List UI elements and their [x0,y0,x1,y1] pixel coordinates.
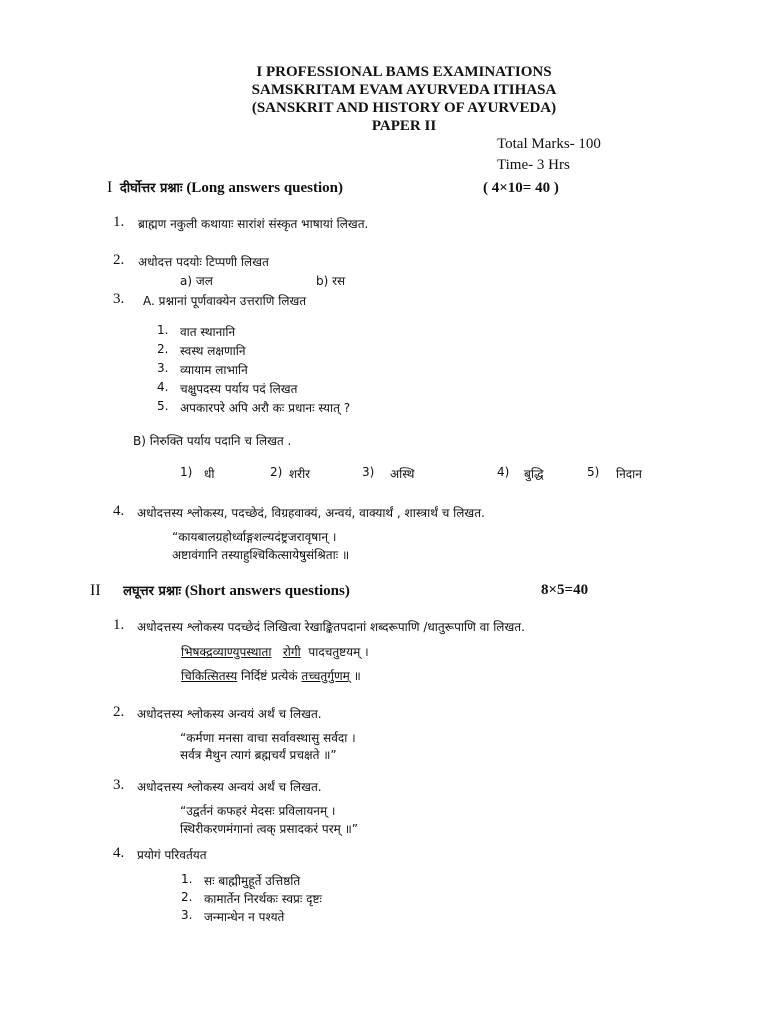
subject-title: SAMSKRITAM EVAM AYURVEDA ITIHASA [251,82,557,98]
section-1-heading [107,178,343,197]
list-item: अस्थि [390,467,415,481]
verse-text: ॥ [353,669,361,683]
list-item-number: 4) [497,465,510,479]
section-2-numeral: II [90,582,101,599]
question-number: 3. [113,291,125,307]
list-item: धी [204,467,215,481]
question-text: अधोदत्तस्य श्लोकस्य अन्वयं अर्थं च लिखत. [137,780,322,794]
list-item-number: 5. [157,399,169,413]
question-text: अधोदत्तस्य श्लोकस्य पदच्छेदं लिखित्वा रेखाङ्कितपदानां शब्दरूपाणि /धातुरूपाणि वा लिखत. [137,620,525,634]
list-item-number: 2. [181,890,193,904]
list-item: अपकारपरे अपि अरौ कः प्रधानः स्यात् ? [180,401,351,415]
question-number: 3. [113,777,125,793]
verse-line [181,643,369,660]
list-item: जन्मान्धेन न पश्यते [204,910,285,924]
list-item: चक्षुपदस्य पर्याय पदं लिखत [180,382,298,396]
paper-number: PAPER II [371,118,437,134]
list-item: स्वस्थ लक्षणानि [180,344,246,358]
question-number: 2. [113,252,125,268]
list-item: कामार्तेन निरर्थकः स्वप्रः दृष्टः [204,892,322,906]
section-2-title-sanskrit: लघूत्तर प्रश्नाः [123,584,182,599]
list-item: सः बाह्मीमुहूर्ते उत्तिष्ठति [204,874,301,888]
option-b: b) रस [316,274,346,288]
underlined-word: भिषक्द्रव्याण्युपस्थाता [181,645,272,659]
verse-line: “कर्मणा मनसा वाचा सर्वावस्थासु सर्वदा । [180,731,356,745]
total-marks: Total Marks- 100 [497,136,601,152]
option-a: a) जल [180,274,213,288]
question-number: 4. [113,845,125,861]
list-item-number: 2. [157,342,169,356]
list-item: बुद्धि [524,467,544,481]
underlined-word: चिकित्सितस्य [181,669,238,683]
section-2-heading [90,581,350,600]
verse-text: निर्दिष्टं प्रत्येकं [241,669,298,683]
question-text: अधोदत्तस्य श्लोकस्य अन्वयं अर्थं च लिखत. [137,707,322,721]
section-1-numeral: I [107,179,113,196]
question-part-a: A. प्रश्नानां पूर्णवाक्येन उत्तराणि लिखत [143,294,307,308]
question-text: अधोदत्तस्य श्लोकस्य, पदच्छेदं, विग्रहवाक्यं, अन्वयं, वाक्यार्थं , शास्त्रार्थं च लिखत. [137,506,485,520]
verse-line: “उद्वर्तनं कफहरं मेदसः प्रविलायनम् । [180,804,336,818]
list-item-number: 3. [157,361,169,375]
verse-line: स्थिरीकरणमंगानां त्वक् प्रसादकरं परम् ॥” [180,822,359,836]
list-item-number: 1) [180,465,193,479]
list-item-number: 2) [270,465,283,479]
list-item: व्यायाम लाभानि [180,363,248,377]
list-item: निदान [616,467,642,481]
verse-line: अष्टावंगानि तस्याहुश्चिकित्सायेषुसंश्रिताः ॥ [172,548,350,562]
exam-title: I PROFESSIONAL BAMS EXAMINATIONS [256,64,552,80]
list-item: वात स्थानानि [180,325,236,339]
question-number: 4. [113,503,125,519]
section-1-marks: ( 4×10= 40 ) [483,180,559,196]
question-text: अधोदत्त पदयोः टिप्पणी लिखत [138,255,269,269]
list-item-number: 5) [587,465,600,479]
list-item-number: 3. [181,908,193,922]
question-number: 2. [113,704,125,720]
section-2-marks: 8×5=40 [541,582,589,598]
section-1-title-sanskrit: दीर्घोत्तर प्रश्नाः [119,181,183,196]
underlined-word: रोगी [282,645,301,659]
list-item: शरीर [289,467,311,481]
time-allowed: Time- 3 Hrs [497,157,570,173]
verse-line: सर्वत्र मैथुन त्यागं ब्रह्मचर्यं प्रचक्षते ॥” [180,748,337,762]
subject-subtitle: (SANSKRIT AND HISTORY OF AYURVEDA) [251,100,557,116]
list-item-number: 1. [181,872,193,886]
list-item-number: 1. [157,323,169,337]
section-1-title-english: (Long answers question) [186,180,343,196]
question-number: 1. [113,214,125,230]
verse-text: पादचतुष्टयम् । [308,645,369,659]
verse-line: “कायबालग्रहोर्ध्वाङ्गशल्यदंष्ट्रजरावृषान् । [172,530,337,544]
question-number: 1. [113,617,125,633]
list-item-number: 3) [362,465,375,479]
question-text: ब्राह्मण नकुली कथायाः सारांशं संस्कृत भाषायां लिखत. [138,217,369,231]
verse-line [181,667,361,684]
section-2-title-english: (Short answers questions) [184,583,350,599]
question-text: प्रयोगं परिवर्तयत [137,848,207,862]
list-item-number: 4. [157,380,169,394]
underlined-word: तच्चतुर्गुणम् [301,669,350,683]
question-part-b: B) निरुक्ति पर्याय पदानि च लिखत . [133,434,292,448]
